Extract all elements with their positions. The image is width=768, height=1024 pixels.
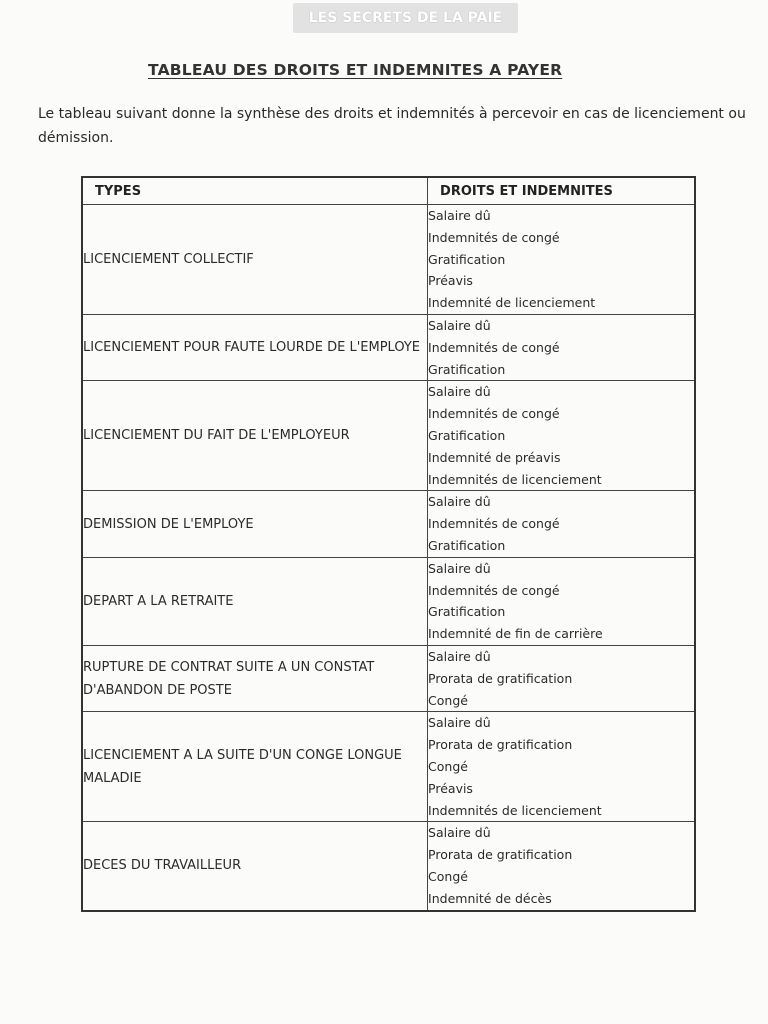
right-item: Indemnité de fin de carrière [428, 626, 603, 642]
right-item: Salaire dû [428, 384, 491, 400]
right-item: Gratification [428, 361, 506, 377]
right-item: Indemnité de préavis [428, 449, 561, 465]
type-cell: LICENCIEMENT A LA SUITE D'UN CONGE LONGUE MALADIE [82, 712, 428, 822]
right-item: Salaire dû [428, 494, 491, 510]
right-item: Salaire dû [428, 715, 491, 731]
document-title: TABLEAU DES DROITS ET INDEMNITES A PAYER [148, 61, 563, 79]
rights-cell [428, 381, 695, 491]
rights-cell [428, 645, 695, 711]
type-cell: DECES DU TRAVAILLEUR [82, 822, 428, 911]
right-item: Salaire dû [428, 317, 491, 333]
right-item: Congé [428, 868, 468, 884]
type-cell: DEMISSION DE L'EMPLOYE [82, 491, 428, 557]
rights-cell [428, 314, 695, 380]
rights-table [81, 176, 696, 912]
right-item: Gratification [428, 251, 506, 267]
rights-cell [428, 712, 695, 822]
header-banner: LES SECRETS DE LA PAIE [293, 3, 518, 33]
right-item: Indemnité de licenciement [428, 295, 596, 311]
rights-cell [428, 822, 695, 911]
header-types: TYPES [82, 177, 428, 205]
right-item: Indemnités de congé [428, 516, 560, 532]
right-item: Indemnités de licenciement [428, 471, 602, 487]
type-cell: RUPTURE DE CONTRAT SUITE A UN CONSTAT D'ABANDON DE POSTE [82, 645, 428, 711]
right-item: Gratification [428, 537, 506, 553]
table-header-row [82, 177, 695, 205]
rights-cell [428, 491, 695, 557]
right-item: Indemnités de congé [428, 406, 560, 422]
type-cell: LICENCIEMENT COLLECTIF [82, 205, 428, 315]
right-item: Prorata de gratification [428, 670, 573, 686]
right-item: Indemnités de licenciement [428, 802, 602, 818]
right-item: Gratification [428, 427, 506, 443]
right-item: Prorata de gratification [428, 847, 573, 863]
right-item: Salaire dû [428, 825, 491, 841]
right-item: Prorata de gratification [428, 737, 573, 753]
right-item: Salaire dû [428, 208, 491, 223]
table-row [82, 205, 695, 315]
table-row [82, 314, 695, 380]
right-item: Indemnités de congé [428, 339, 560, 355]
table-row [82, 645, 695, 711]
rights-cell [428, 205, 695, 315]
right-item: Préavis [428, 273, 473, 289]
right-item: Indemnités de congé [428, 582, 560, 598]
rights-cell [428, 557, 695, 645]
right-item: Indemnité de décès [428, 890, 552, 906]
table-row [82, 822, 695, 911]
table-row [82, 381, 695, 491]
right-item: Préavis [428, 780, 473, 796]
right-item: Gratification [428, 604, 506, 620]
type-cell: DEPART A LA RETRAITE [82, 557, 428, 645]
type-cell: LICENCIEMENT POUR FAUTE LOURDE DE L'EMPLOYE [82, 314, 428, 380]
table-row [82, 491, 695, 557]
table-row [82, 712, 695, 822]
right-item: Indemnités de congé [428, 229, 560, 245]
right-item: Salaire dû [428, 560, 491, 576]
right-item: Congé [428, 692, 468, 708]
right-item: Congé [428, 758, 468, 774]
intro-paragraph: Le tableau suivant donne la synthèse des droits et indemnités à percevoir en cas de licenciement ou démission. [38, 106, 746, 146]
right-item: Salaire dû [428, 648, 491, 664]
table-row [82, 557, 695, 645]
type-cell: LICENCIEMENT DU FAIT DE L'EMPLOYEUR [82, 381, 428, 491]
header-rights: DROITS ET INDEMNITES [428, 177, 695, 205]
table-body [82, 205, 695, 911]
